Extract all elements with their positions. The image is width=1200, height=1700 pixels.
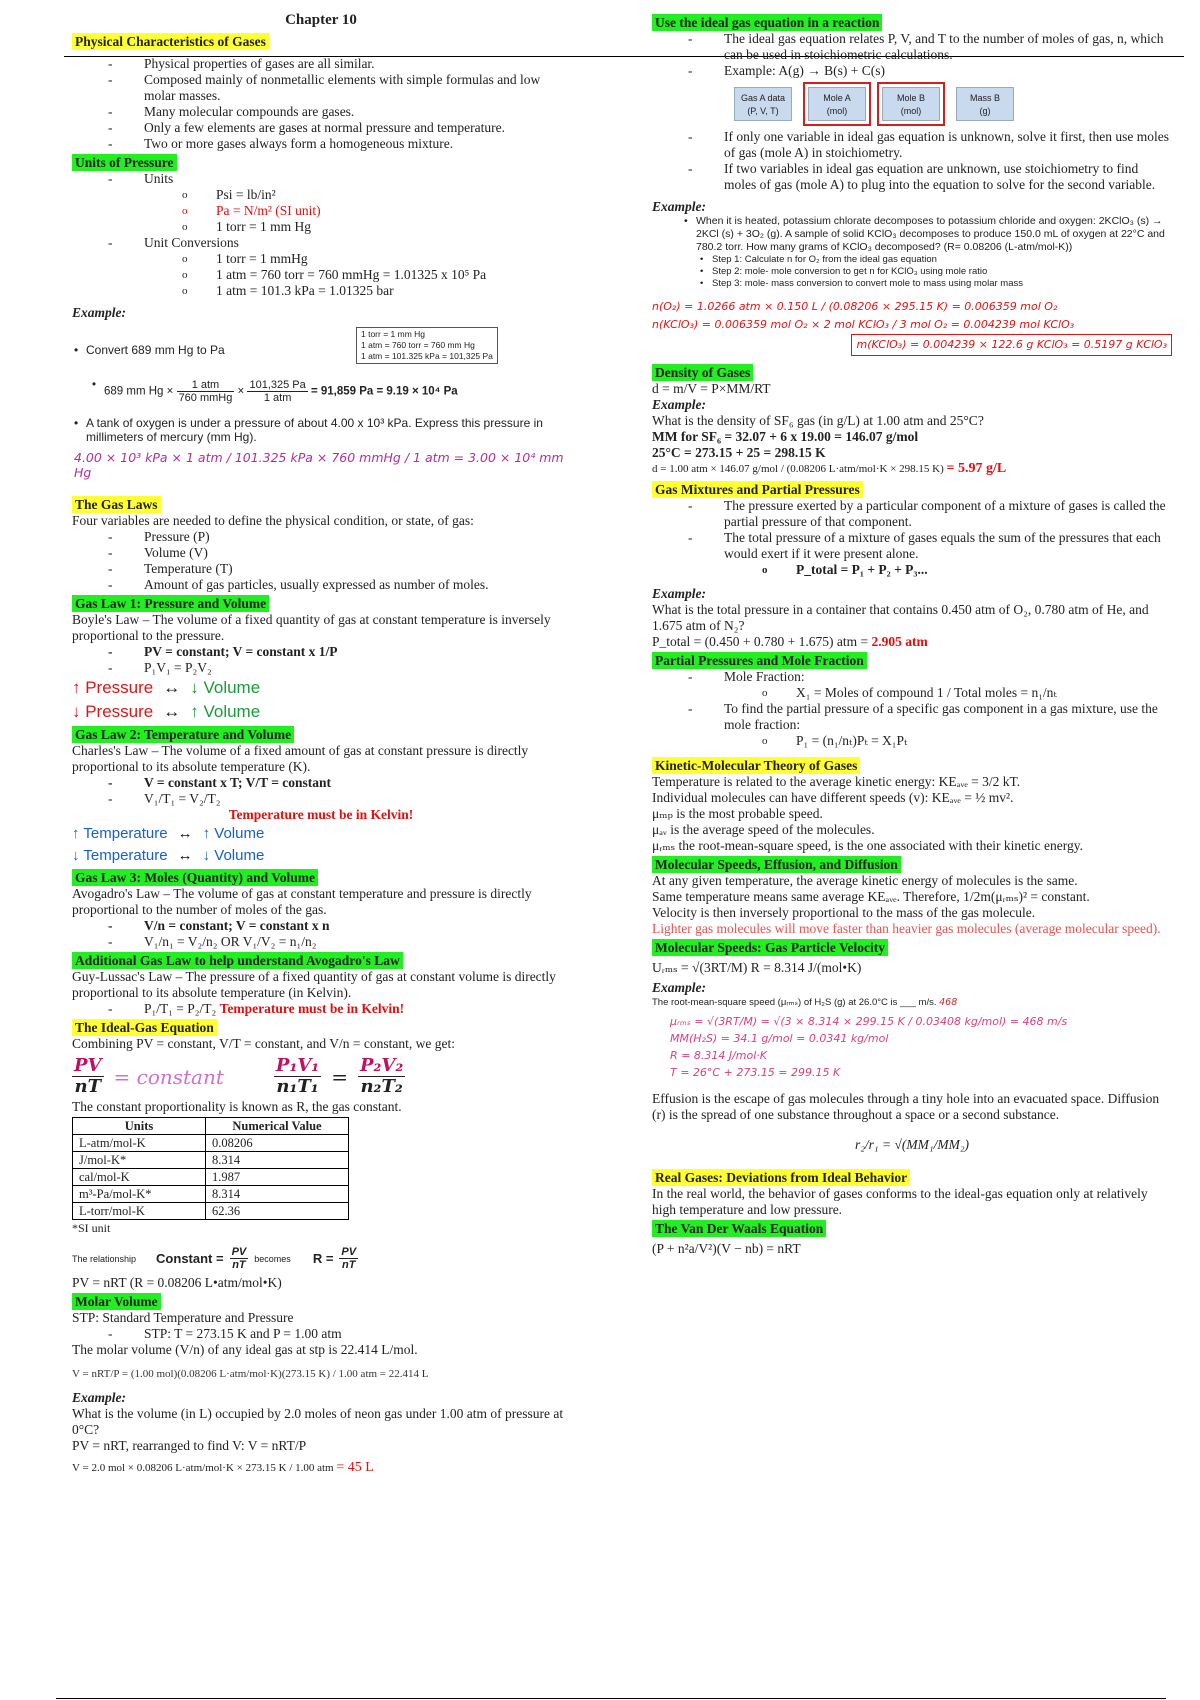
heading-additional: Additional Gas Law to help understand Avogadro's Law — [72, 952, 403, 969]
heading-molar: Molar Volume — [72, 1293, 161, 1310]
density-calc: d = 1.00 atm × 146.07 g/mol / (0.08206 L·atm/mol·K × 298.15 K) = 5.97 g/L — [652, 461, 1007, 476]
list-item: - If two variables in ideal gas equation are unknown, use stoichiometry to find moles of gas (mole A) to plug into the equation to solve for the second variable. — [724, 161, 1172, 193]
list-item: - Example: A(g) → B(s) + C(s) — [724, 63, 1172, 79]
heading-density: Density of Gases — [652, 364, 753, 381]
law2-list — [72, 775, 570, 807]
list-item: - The total pressure of a mixture of gases equals the sum of the pressures that each would exert if it were present alone. — [724, 530, 1172, 562]
heading-gas-laws: The Gas Laws — [72, 496, 161, 513]
example-label: Example: — [652, 199, 706, 214]
right-column — [652, 12, 1172, 1257]
molar-question: What is the volume (in L) occupied by 2.0 moles of neon gas under 1.00 atm of pressure at 0°C? — [72, 1406, 564, 1437]
heading-mixtures: Gas Mixtures and Partial Pressures — [652, 481, 863, 498]
handwritten-step: T = 26°C + 273.15 = 299.15 K — [670, 1066, 841, 1079]
list-item: - Two or more gases always form a homogeneous mixture. — [144, 136, 570, 152]
left-column — [72, 12, 570, 1476]
fraction: $\frac{\text{P₁V₁}}{\text{n₁T₁}}$ — [275, 1055, 320, 1097]
additional-list — [72, 1001, 570, 1017]
kmt-line: μₐᵥ is the average speed of the molecules. — [652, 822, 875, 837]
table-row: L-atm/mol-K 0.08206 — [73, 1135, 349, 1152]
reaction-list — [652, 31, 1172, 79]
list-item: - V₁/n₁ = V₂/n₂ OR V₁/V₂ = n₁/n₂ — [144, 934, 570, 950]
variables-list — [72, 529, 570, 593]
stp-list — [72, 1326, 570, 1342]
law2-text: Charles's Law – The volume of a fixed amount of gas at constant pressure is directly proportional to its absolute temperature (K). — [72, 743, 529, 774]
density-formula: d = m/V = P×MM/RT — [652, 381, 771, 396]
velocity-question: The root-mean-square speed (μᵣₘₛ) of H₂S (g) at 26.0°C is ___ m/s. 468 — [652, 997, 958, 1008]
si-note: *SI unit — [72, 1221, 111, 1235]
gas-laws-intro: Four variables are needed to define the physical condition, or state, of gas: — [72, 513, 474, 528]
boyle-row-2: ↓ Pressure ↔ ↑ Volume — [72, 702, 261, 721]
list-item: - V₁/T₁ = V₂/T₂ — [144, 791, 570, 807]
law1-text: Boyle's Law – The volume of a fixed quantity of gas at constant temperature is inversely proportional to the pressure. — [72, 612, 551, 643]
heading-law2: Gas Law 2: Temperature and Volume — [72, 726, 294, 743]
list-item: - Amount of gas particles, usually expressed as number of moles. — [144, 577, 570, 593]
mixtures-question: What is the total pressure in a container that contains 0.450 atm of O₂, 0.780 atm of He, and 1.675 atm of N₂? — [652, 602, 1149, 633]
example-label: Example: — [72, 1390, 126, 1405]
list-item: - V/n = constant; V = constant x n — [144, 918, 570, 934]
law3-list — [72, 918, 570, 950]
list-item: - The pressure exerted by a particular component of a mixture of gases is called the partial pressure of that component. — [724, 498, 1172, 530]
list-item: - Temperature (T) — [144, 561, 570, 577]
gas-constant-table — [72, 1117, 349, 1220]
partial-sub-2 — [652, 733, 1172, 749]
list-item: - V = constant x T; V/T = constant — [144, 775, 570, 791]
list-item: - Mole Fraction: — [724, 669, 1172, 685]
list-item: - If only one variable in ideal gas equation is unknown, solve it first, then use moles of gas (mole A) in stoichiometry. — [724, 129, 1172, 161]
pressure-list — [72, 171, 570, 187]
real-text: In the real world, the behavior of gases conforms to the ideal-gas equation only at relatively high temperature and low pressure. — [652, 1186, 1148, 1217]
example-label: Example: — [652, 586, 706, 601]
conversion-box — [356, 327, 498, 364]
flow-box-mole-a: Mole A (mol) — [808, 87, 866, 121]
molar-calc: V = nRT/P = (1.00 mol)(0.08206 L·atm/mol·K)(273.15 K) / 1.00 atm = 22.414 L — [72, 1368, 429, 1380]
partial-sub-1 — [652, 685, 1172, 701]
list-item: - PV = constant; V = constant x 1/P — [144, 644, 570, 660]
flow-box-mole-b: Mole B (mol) — [882, 87, 940, 121]
list-item: o 1 atm = 101.3 kPa = 1.01325 bar — [216, 283, 570, 299]
physical-list — [72, 56, 570, 152]
velocity-handwork — [670, 1013, 1172, 1081]
table-header — [73, 1118, 349, 1135]
molar-volume-text: The molar volume (V/n) of any ideal gas at stp is 22.414 L/mol. — [72, 1342, 418, 1357]
kmt-line: μₘₚ is the most probable speed. — [652, 806, 823, 821]
calc-text: 689 mm Hg × — [104, 385, 174, 398]
list-item: o 1 atm = 760 torr = 760 mmHg = 1.01325 x 10⁵ Pa — [216, 267, 570, 283]
list-item: o P₁ = (n₁/nₜ)Pₜ = X₁Pₜ — [796, 733, 1172, 749]
list-item: - Composed mainly of nonmetallic elements with simple formulas and low molar masses. — [144, 72, 570, 104]
example-label: Example: — [652, 980, 706, 995]
heading-physical: Physical Characteristics of Gases — [72, 33, 269, 50]
heading-ideal: The Ideal-Gas Equation — [72, 1019, 217, 1036]
chapter-title: Chapter 10 — [285, 12, 357, 28]
speeds-line: Velocity is then inversely proportional to the mass of the gas molecule. — [652, 905, 1036, 920]
molar-rearrange: PV = nRT, rearranged to find V: V = nRT/P — [72, 1438, 307, 1453]
units-list — [72, 187, 570, 235]
combining-text: Combining PV = constant, V/T = constant, and V/n = constant, we get: — [72, 1036, 455, 1051]
stp-text: STP: Standard Temperature and Pressure — [72, 1310, 294, 1325]
fraction: $\frac{PV}{nT}$ — [74, 1055, 102, 1097]
speeds-line: Same temperature means same average KEₐᵥₑ. Therefore, 1/2m(μᵣₘₛ)² = constant. — [652, 889, 1090, 904]
mixtures-sub — [652, 562, 1172, 578]
heading-law1: Gas Law 1: Pressure and Volume — [72, 595, 269, 612]
urms-formula: Uᵣₘₛ = √(3RT/M) R = 8.314 J/(mol•K) — [652, 960, 862, 975]
example-label: Example: — [72, 305, 126, 320]
density-mm: MM for SF₆ = 32.07 + 6 x 19.00 = 146.07 g/mol — [652, 429, 919, 444]
list-item: - Units — [144, 171, 570, 187]
graham-formula: r₂/r₁ = √(MM₁/MM₂) — [854, 1137, 970, 1152]
step: • Step 1: Calculate n for O₂ from the ideal gas equation — [698, 254, 1172, 266]
mixtures-answer: P_total = (0.450 + 0.780 + 1.675) atm = 2.905 atm — [652, 634, 928, 649]
handwritten-step: m(KClO₃) = 0.004239 × 122.6 g KClO₃ = 0.5197 g KClO₃ — [652, 334, 1172, 356]
list-item: o Psi = lb/in² — [216, 187, 570, 203]
handwritten-step: MM(H₂S) = 34.1 g/mol = 0.0341 kg/mol — [670, 1032, 889, 1045]
list-item: - To find the partial pressure of a specific gas component in a gas mixture, use the mole fraction: — [724, 701, 1172, 733]
kmt-line: Individual molecules can have different speeds (v): KEₐᵥₑ = ½ mv². — [652, 790, 1014, 805]
handwritten-answer: 4.00 × 10³ kPa × 1 atm / 101.325 kPa × 760 mmHg / 1 atm = 3.00 × 10⁴ mm Hg — [74, 450, 564, 480]
partial-list-2 — [652, 701, 1172, 733]
example-1 — [72, 327, 570, 375]
partial-list — [652, 669, 1172, 685]
conversion-line: 1 atm = 760 torr = 760 mm Hg — [361, 340, 475, 350]
heading-partial: Partial Pressures and Mole Fraction — [652, 652, 867, 669]
list-item: - Pressure (P) — [144, 529, 570, 545]
list-item: o X₁ = Moles of compound 1 / Total moles = n₁/nₜ — [796, 685, 1172, 701]
fraction: $\frac{101,325 Pa}{\text{1 atm}}$ — [249, 379, 306, 404]
speeds-line: At any given temperature, the average kinetic energy of molecules is the same. — [652, 873, 1078, 888]
list-item: - The ideal gas equation relates P, V, and T to the number of moles of gas, n, which can be used in stoichiometric calculations. — [724, 31, 1172, 63]
reaction-example: • When it is heated, potassium chlorate decomposes to potassium chloride and oxygen: 2KClO₃ (s) → 2KCl (s) + 3O₂ (g). A sample of solid KClO₃ decomposes to produce 150.0 mL of oxygen at 22°C and 780.2 torr. How many grams of KClO₃ decomposed? (R= 0.08206 (L-atm/mol-K)) — [682, 215, 1172, 254]
conversions-list — [72, 251, 570, 299]
heading-vdw: The Van Der Waals Equation — [652, 1220, 826, 1237]
vdw-formula: (P + n²a/V²)(V − nb) = nRT — [652, 1241, 801, 1256]
reaction-handwork — [652, 298, 1172, 356]
charles-row-1: ↑ Temperature ↔ ↑ Volume — [72, 825, 265, 842]
heading-velocity: Molecular Speeds: Gas Particle Velocity — [652, 939, 888, 956]
handwritten-step: μᵣₘₛ = √(3RT/M) = √(3 × 8.314 × 299.15 K / 0.03408 kg/mol) = 468 m/s — [670, 1015, 1068, 1028]
reaction-list-2 — [652, 129, 1172, 193]
list-item: - P₁/T₁ = P₂/T₂ Temperature must be in Kelvin! — [144, 1001, 570, 1017]
heading-reaction: Use the ideal gas equation in a reaction — [652, 14, 882, 31]
list-item: o 1 torr = 1 mm Hg — [216, 219, 570, 235]
kmt-line: μᵣₘₛ the root-mean-square speed, is the one associated with their kinetic energy. — [652, 838, 1084, 853]
mixtures-list — [652, 498, 1172, 562]
fraction: $\frac{\text{1 atm}}{\text{760 mmHg}}$ — [178, 379, 233, 404]
law1-list — [72, 644, 570, 676]
conversion-line: 1 atm = 101.325 kPa = 101,325 Pa — [361, 351, 493, 361]
pv-nrt: PV = nRT (R = 0.08206 L•atm/mol•K) — [72, 1275, 282, 1290]
fraction: $\frac{PV}{nT}$ — [341, 1246, 357, 1271]
speeds-red: Lighter gas molecules will move faster than heavier gas molecules (average molecular speed). — [652, 921, 1161, 936]
constant-text: The constant proportionality is known as R, the gas constant. — [72, 1099, 402, 1114]
heading-speeds: Molecular Speeds, Effusion, and Diffusion — [652, 856, 901, 873]
additional-text: Guy-Lussac's Law – The pressure of a fixed quantity of gas at constant volume is directly proportional to its absolute temperature (in Kelvin). — [72, 969, 556, 1000]
example-1-calc: • 689 mm Hg × $\frac{\text{1 atm}}{\text{760 mmHg}}$ × $\frac{101,325 Pa}{\text{1 atm}}$ = 91,859 Pa = 9.19 × 10⁴ Pa — [90, 379, 570, 404]
example-2: • A tank of oxygen is under a pressure of about 4.00 x 10³ kPa. Express this pressure in millimeters of mercury (mm Hg). — [72, 416, 570, 444]
list-item: - Physical properties of gases are all similar. — [144, 56, 570, 72]
effusion-text: Effusion is the escape of gas molecules through a tiny hole into an evacuated space. Diffusion (r) is the spread of one substance throughout a space or a second substance. — [652, 1091, 1160, 1122]
density-question: What is the density of SF₆ gas (in g/L) at 1.00 atm and 25°C? — [652, 413, 984, 428]
flow-box-gas-a: Gas A data (P, V, T) — [734, 87, 792, 121]
law3-text: Avogadro's Law – The volume of gas at constant temperature and pressure is directly proportional to the number of moles of the gas. — [72, 886, 532, 917]
example-label: Example: — [652, 397, 706, 412]
list-item: o Pa = N/m² (SI unit) — [216, 203, 570, 219]
charles-row-2: ↓ Temperature ↔ ↓ Volume — [72, 847, 265, 864]
list-item: o P_total = P₁ + P₂ + P₃... — [796, 562, 1172, 578]
molar-answer: V = 2.0 mol × 0.08206 L·atm/mol·K × 273.15 K / 1.00 atm = 45 L — [72, 1460, 374, 1475]
conversion-line: 1 torr = 1 mm Hg — [361, 329, 426, 339]
step: • Step 3: mole- mass conversion to convert mole to mass using molar mass — [698, 278, 1172, 290]
list-item: - STP: T = 273.15 K and P = 1.00 atm — [144, 1326, 570, 1342]
stoich-flow — [734, 87, 1172, 121]
example-question: • Convert 689 mm Hg to Pa — [72, 343, 225, 357]
list-item: - Many molecular compounds are gases. — [144, 104, 570, 120]
handwritten-step: R = 8.314 J/mol·K — [670, 1049, 768, 1062]
fraction: $\frac{PV}{nT}$ — [231, 1246, 247, 1271]
kelvin-warning: Temperature must be in Kelvin! — [228, 807, 414, 822]
heading-real: Real Gases: Deviations from Ideal Behavior — [652, 1169, 910, 1186]
conv-list — [72, 235, 570, 251]
list-item: - P₁V₁ = P₂V₂ — [144, 660, 570, 676]
column-header: Units — [73, 1118, 206, 1135]
calc-result: = 91,859 Pa = 9.19 × 10⁴ Pa — [310, 385, 458, 398]
table-row: m³-Pa/mol-K* 8.314 — [73, 1186, 349, 1203]
density-temp: 25°C = 273.15 + 25 = 298.15 K — [652, 445, 826, 460]
list-item: o 1 torr = 1 mmHg — [216, 251, 570, 267]
boyle-row-1: ↑ Pressure ↔ ↓ Volume — [72, 678, 261, 697]
column-header: Numerical Value — [206, 1118, 349, 1135]
handwritten-step: n(O₂) = 1.0266 atm × 0.150 L / (0.08206 × 295.15 K) = 0.006359 mol O₂ — [652, 300, 1058, 313]
bottom-rule — [56, 1698, 1166, 1699]
step-list — [698, 254, 1172, 290]
list-item: - Volume (V) — [144, 545, 570, 561]
relationship-row: The relationship Constant = $\frac{PV}{nT}$ becomes R = $\frac{PV}{nT}$ — [72, 1246, 357, 1271]
list-item: - Unit Conversions — [144, 235, 570, 251]
heading-law3: Gas Law 3: Moles (Quantity) and Volume — [72, 869, 318, 886]
handwritten-step: n(KClO₃) = 0.006359 mol O₂ × 2 mol KClO₃ / 3 mol O₂ = 0.004239 mol KClO₃ — [652, 318, 1075, 331]
heading-pressure: Units of Pressure — [72, 154, 177, 171]
heading-kmt: Kinetic-Molecular Theory of Gases — [652, 757, 860, 774]
list-item: - Only a few elements are gases at normal pressure and temperature. — [144, 120, 570, 136]
equation-constant: = constant — [113, 1064, 224, 1089]
kmt-line: Temperature is related to the average kinetic energy: KEₐᵥₑ = 3/2 kT. — [652, 774, 1021, 789]
table-row: J/mol-K* 8.314 — [73, 1152, 349, 1169]
combined-equation: $\frac{PV}{nT}$ = constant $\frac{\text{P₁V₁}}{\text{n₁T₁}}$ = $\frac{\text{P₂V₂}}{\text{n₂T₂}}$ — [74, 1055, 404, 1097]
step: • Step 2: mole- mole conversion to get n for KClO₃ using mole ratio — [698, 266, 1172, 278]
flow-box-mass-b: Mass B (g) — [956, 87, 1014, 121]
table-row: cal/mol-K 1.987 — [73, 1169, 349, 1186]
fraction: $\frac{\text{P₂V₂}}{\text{n₂T₂}}$ — [359, 1055, 404, 1097]
table-row: L-torr/mol-K 62.36 — [73, 1203, 349, 1220]
